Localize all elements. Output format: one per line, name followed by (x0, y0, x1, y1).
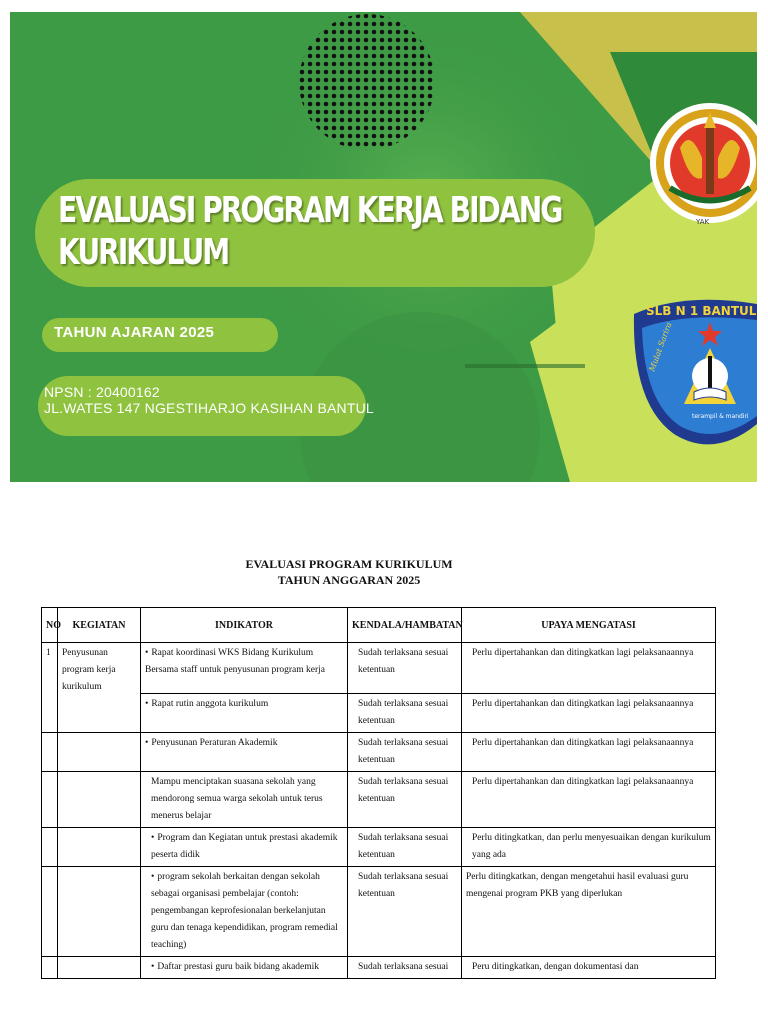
cell-upaya: Perlu dipertahankan dan ditingkatkan lagi pelaksanaannya (462, 694, 716, 733)
cell-indikator (141, 867, 348, 957)
header-kendala: KENDALA/HAMBATAN (348, 608, 462, 643)
cell-kegiatan: Penyusunan program kerja kurikulum (58, 643, 141, 733)
cell-no: 1 (42, 643, 58, 733)
banner-title-line-1: EVALUASI PROGRAM KERJA BIDANG (58, 190, 562, 231)
cell-indikator: Mampu menciptakan suasana sekolah yang mendorong semua warga sekolah untuk terus menerus belajar (141, 772, 348, 828)
cell-upaya: Perlu ditingkatkan, dengan mengetahui hasil evaluasi guru mengenai program PKB yang diperlukan (462, 867, 716, 957)
school-logo-motto: terampil & mandiri (692, 413, 749, 420)
cell-kendala: Sudah terlaksana sesuai ketentuan (348, 733, 462, 772)
indikator-text: Program dan Kegiatan untuk prestasi akademik peserta didik (151, 833, 338, 860)
address-text: JL.WATES 147 NGESTIHARJO KASIHAN BANTUL (44, 400, 374, 416)
header-kegiatan: KEGIATAN (58, 608, 141, 643)
cover-banner (10, 12, 757, 482)
cell-indikator (141, 828, 348, 867)
header-no: NO (42, 608, 58, 643)
cell-no (42, 867, 58, 957)
school-logo (624, 284, 757, 464)
document-heading (0, 556, 698, 588)
cell-upaya: Perlu dipertahankan dan ditingkatkan lagi pelaksanaannya (462, 733, 716, 772)
cell-indikator (141, 643, 348, 694)
cell-kegiatan (58, 867, 141, 957)
regional-emblem-text: YAK (696, 218, 710, 226)
table-row (42, 957, 716, 979)
school-logo-name: SLB N 1 BANTUL (646, 304, 757, 318)
cell-kendala: Sudah terlaksana sesuai ketentuan (348, 772, 462, 828)
cell-kegiatan (58, 772, 141, 828)
regional-emblem-logo (640, 88, 757, 238)
table-row (42, 733, 716, 772)
cell-kendala: Sudah terlaksana sesuai ketentuan (348, 828, 462, 867)
table-row (42, 867, 716, 957)
cell-no (42, 828, 58, 867)
banner-title-line-2: KURIKULUM (58, 232, 229, 273)
table-row (42, 694, 716, 733)
cell-indikator (141, 957, 348, 979)
header-indikator: INDIKATOR (141, 608, 348, 643)
table-row (42, 643, 716, 694)
cell-upaya: Perlu dipertahankan dan ditingkatkan lagi pelaksanaannya (462, 643, 716, 694)
cell-upaya: Perlu ditingkatkan, dan perlu menyesuaikan dengan kurikulum yang ada (462, 828, 716, 867)
school-logo-arc-text: Mulat Sarira (647, 321, 674, 373)
cell-no (42, 772, 58, 828)
banner-year: TAHUN AJARAN 2025 (54, 324, 215, 341)
npsn-text: NPSN : 20400162 (44, 384, 160, 400)
cell-kendala: Sudah terlaksana sesuai ketentuan (348, 643, 462, 694)
cell-no (42, 733, 58, 772)
indikator-text: program sekolah berkaitan dengan sekolah sebagai organisasi pembelajar (contoh: pengembangan keprofesionalan berkelanjutan guru dan tenaga kependidikan, program remedial teaching) (151, 872, 338, 950)
cell-kegiatan (58, 828, 141, 867)
cell-no (42, 957, 58, 979)
cell-kegiatan (58, 733, 141, 772)
cell-kendala: Sudah terlaksana sesuai ketentuan (348, 694, 462, 733)
cell-kendala: Sudah terlaksana sesuai (348, 957, 462, 979)
cell-kegiatan (58, 957, 141, 979)
header-upaya: UPAYA MENGATASI (462, 608, 716, 643)
indikator-text: Daftar prestasi guru baik bidang akademik (157, 962, 320, 972)
evaluation-table (41, 607, 716, 979)
indikator-text: Rapat rutin anggota kurikulum (151, 699, 269, 709)
table-row (42, 828, 716, 867)
indikator-text: Rapat koordinasi WKS Bidang Kurikulum Bersama staff untuk penyusunan program kerja (145, 648, 326, 675)
banner-address-block (44, 384, 374, 416)
cell-upaya: Perlu dipertahankan dan ditingkatkan lagi pelaksanaannya (462, 772, 716, 828)
table-header-row (42, 608, 716, 643)
cell-kendala: Sudah terlaksana sesuai ketentuan (348, 867, 462, 957)
cell-indikator (141, 733, 348, 772)
document-title: EVALUASI PROGRAM KURIKULUM (245, 557, 453, 571)
table-row (42, 772, 716, 828)
indikator-text: Penyusunan Peraturan Akademik (151, 738, 278, 748)
document-subtitle: TAHUN ANGGARAN 2025 (277, 573, 421, 587)
cell-upaya: Peru ditingkatkan, dengan dokumentasi dan (462, 957, 716, 979)
cell-indikator (141, 694, 348, 733)
banner-title (58, 190, 573, 274)
